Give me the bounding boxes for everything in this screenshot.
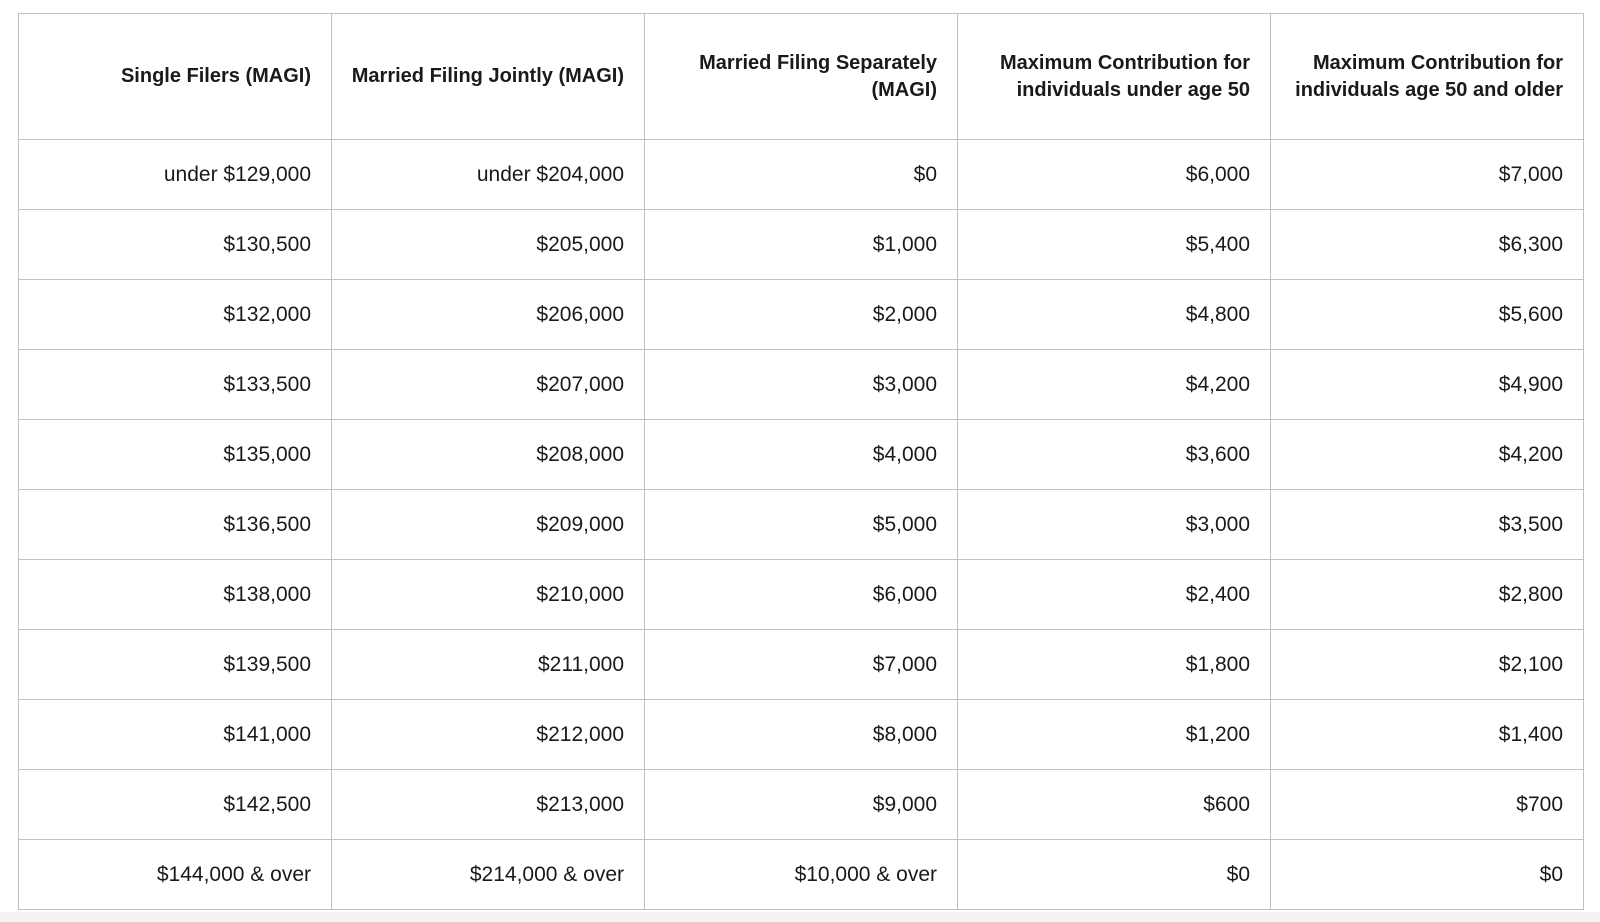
cell-married-jointly: $208,000: [332, 420, 645, 490]
cell-max-under-50: $600: [958, 770, 1271, 840]
cell-max-50-older: $700: [1271, 770, 1584, 840]
contribution-limits-table: [18, 13, 1584, 910]
cell-married-jointly: $206,000: [332, 280, 645, 350]
cell-married-separately: $9,000: [645, 770, 958, 840]
header-max-under-50: Maximum Contribution for individuals under age 50: [958, 14, 1271, 140]
cell-max-50-older: $4,900: [1271, 350, 1584, 420]
table-row: [19, 140, 1584, 210]
cell-max-under-50: $5,400: [958, 210, 1271, 280]
table-row: [19, 350, 1584, 420]
cell-married-separately: $2,000: [645, 280, 958, 350]
cell-married-separately: $3,000: [645, 350, 958, 420]
header-married-separately: Married Filing Separately (MAGI): [645, 14, 958, 140]
cell-max-50-older: $3,500: [1271, 490, 1584, 560]
cell-married-jointly: $214,000 & over: [332, 840, 645, 910]
cell-married-separately: $6,000: [645, 560, 958, 630]
table-row: [19, 630, 1584, 700]
cell-married-separately: $5,000: [645, 490, 958, 560]
cell-married-jointly: $205,000: [332, 210, 645, 280]
cell-max-under-50: $4,200: [958, 350, 1271, 420]
header-single-filers: Single Filers (MAGI): [19, 14, 332, 140]
cell-single-filers: $133,500: [19, 350, 332, 420]
cell-max-under-50: $1,200: [958, 700, 1271, 770]
cell-max-under-50: $1,800: [958, 630, 1271, 700]
header-max-50-older: Maximum Contribution for individuals age 50 and older: [1271, 14, 1584, 140]
cell-single-filers: $144,000 & over: [19, 840, 332, 910]
bottom-strip: [0, 912, 1600, 922]
cell-max-under-50: $0: [958, 840, 1271, 910]
cell-max-under-50: $3,000: [958, 490, 1271, 560]
cell-single-filers: $142,500: [19, 770, 332, 840]
table-row: [19, 490, 1584, 560]
cell-single-filers: under $129,000: [19, 140, 332, 210]
cell-max-50-older: $2,800: [1271, 560, 1584, 630]
table-row: [19, 420, 1584, 490]
cell-max-under-50: $4,800: [958, 280, 1271, 350]
cell-max-50-older: $0: [1271, 840, 1584, 910]
cell-single-filers: $138,000: [19, 560, 332, 630]
cell-single-filers: $139,500: [19, 630, 332, 700]
cell-married-separately: $7,000: [645, 630, 958, 700]
cell-married-jointly: $212,000: [332, 700, 645, 770]
table-body: [19, 140, 1584, 910]
cell-single-filers: $135,000: [19, 420, 332, 490]
cell-max-under-50: $6,000: [958, 140, 1271, 210]
cell-married-separately: $1,000: [645, 210, 958, 280]
table-row: [19, 560, 1584, 630]
cell-max-under-50: $2,400: [958, 560, 1271, 630]
cell-single-filers: $136,500: [19, 490, 332, 560]
cell-married-separately: $4,000: [645, 420, 958, 490]
table-row: [19, 700, 1584, 770]
cell-single-filers: $132,000: [19, 280, 332, 350]
table-row: [19, 280, 1584, 350]
header-row: [19, 14, 1584, 140]
cell-married-jointly: $213,000: [332, 770, 645, 840]
table-row: [19, 840, 1584, 910]
cell-max-50-older: $2,100: [1271, 630, 1584, 700]
table-header: [19, 14, 1584, 140]
table-row: [19, 210, 1584, 280]
cell-married-separately: $8,000: [645, 700, 958, 770]
header-married-jointly: Married Filing Jointly (MAGI): [332, 14, 645, 140]
cell-married-jointly: under $204,000: [332, 140, 645, 210]
cell-married-jointly: $209,000: [332, 490, 645, 560]
table-row: [19, 770, 1584, 840]
cell-married-jointly: $207,000: [332, 350, 645, 420]
cell-single-filers: $130,500: [19, 210, 332, 280]
cell-married-separately: $0: [645, 140, 958, 210]
cell-max-50-older: $6,300: [1271, 210, 1584, 280]
cell-max-50-older: $7,000: [1271, 140, 1584, 210]
cell-max-50-older: $4,200: [1271, 420, 1584, 490]
cell-married-jointly: $210,000: [332, 560, 645, 630]
cell-single-filers: $141,000: [19, 700, 332, 770]
cell-married-separately: $10,000 & over: [645, 840, 958, 910]
cell-married-jointly: $211,000: [332, 630, 645, 700]
cell-max-50-older: $5,600: [1271, 280, 1584, 350]
cell-max-under-50: $3,600: [958, 420, 1271, 490]
cell-max-50-older: $1,400: [1271, 700, 1584, 770]
